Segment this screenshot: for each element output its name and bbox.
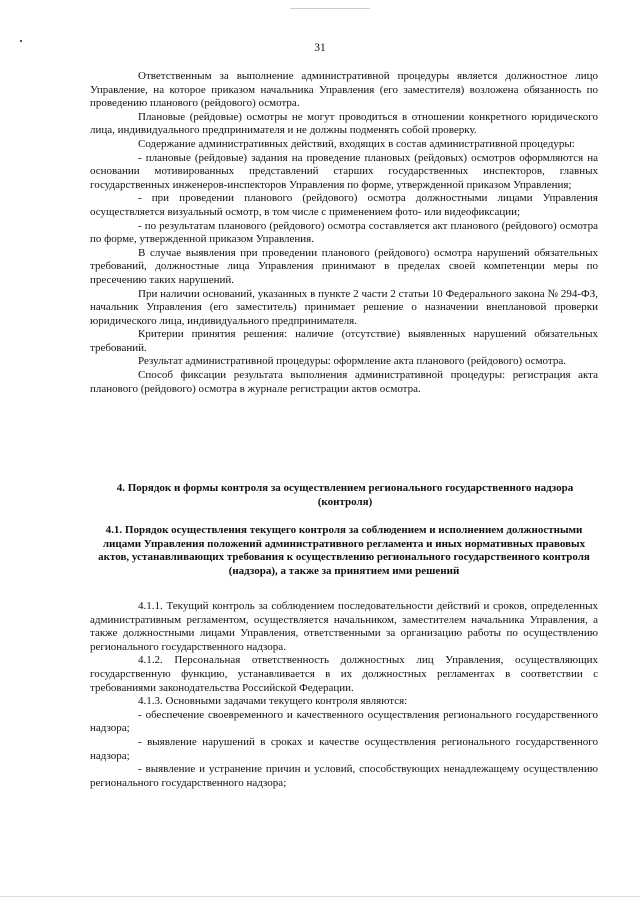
subsection-heading: 4.1. Порядок осуществления текущего контроля за соблюдением и исполнением должностными лицами Управления положений административного регламента и иных нормативных правовых актов, устанавливающих требования к осуществлению регионального государственного контроля (надзора), а также за принятием ими решений [98,524,590,577]
body-text-top [90,70,598,396]
body-text-bottom [90,600,598,790]
paragraph: При наличии оснований, указанных в пункте 2 части 2 статьи 10 Федерального закона № 294-ФЗ, начальник Управления (его заместитель) принимает решение о назначении внеплановой проверки юридического лица, индивидуального предпринимателя. [90,287,598,327]
list-item: - плановые (рейдовые) задания на проведение плановых (рейдовых) осмотров оформляются на основании мотивированных представлений старших государственных инспекторов, главных государственных инженеров-инспекторов Управления по форме, утвержденной приказом Управления; [90,151,598,191]
list-item: - выявление и устранение причин и условий, способствующих ненадлежащему осуществлению регионального государственного надзора; [90,763,598,789]
paragraph: Ответственным за выполнение административной процедуры является должностное лицо Управление, на которое приказом начальника Управления (его заместителя) возложена обязанность по проведению планового (рейдового) осмотра. [90,70,598,110]
list-item: - обеспечение своевременного и качественного осуществления регионального государственного надзора; [90,708,598,735]
paragraph: 4.1.1. Текущий контроль за соблюдением последовательности действий и сроков, определенных административным регламентом, осуществляется начальником, заместителем начальника Управления, а также должностными лицами Управления, ответственными за организацию работы по осуществлению регионального государственного надзора. [90,600,598,653]
paragraph: В случае выявления при проведении планового (рейдового) осмотра нарушений обязательных требований, должностные лица Управления принимают в пределах своей компетенции меры по пресечению таких нарушений. [90,246,598,286]
paragraph: Способ фиксации результата выполнения административной процедуры: регистрация акта планового (рейдового) осмотра в журнале регистрации актов осмотра. [90,369,598,395]
paragraph: Содержание административных действий, входящих в состав административной процедуры: [138,137,575,150]
paragraph: Критерии принятия решения: наличие (отсутствие) выявленных нарушений обязательных требований. [90,328,598,354]
scan-artifact-bottom [0,896,640,897]
list-item: - выявление нарушений в сроках и качестве осуществления регионального государственного надзора; [90,735,598,762]
list-item: - при проведении планового (рейдового) осмотра должностными лицами Управления осуществляется визуальный осмотр, в том числе с применением фото- или видеофиксации; [90,192,598,218]
list-item: - по результатам планового (рейдового) осмотра составляется акт планового (рейдового) осмотра по форме, утвержденной приказом Управления. [90,219,598,246]
paragraph: 4.1.3. Основными задачами текущего контроля являются: [138,695,408,708]
section-heading: 4. Порядок и формы контроля за осуществлением регионального государственного надзора (контроля) [116,482,574,508]
scan-artifact-top [290,8,370,9]
paragraph: Результат административной процедуры: оформление акта планового (рейдового) осмотра. [138,355,566,368]
paragraph: Плановые (рейдовые) осмотры не могут проводиться в отношении конкретного юридического лица, индивидуального предпринимателя и не должны подменять собой проверку. [90,110,598,137]
paragraph: 4.1.2. Персональная ответственность должностных лиц Управления, осуществляющих государственную функцию, устанавливается в их должностных регламентах в соответствии с требованиями законодательства Российской Федерации. [90,654,598,694]
page-number: 31 [314,42,326,54]
